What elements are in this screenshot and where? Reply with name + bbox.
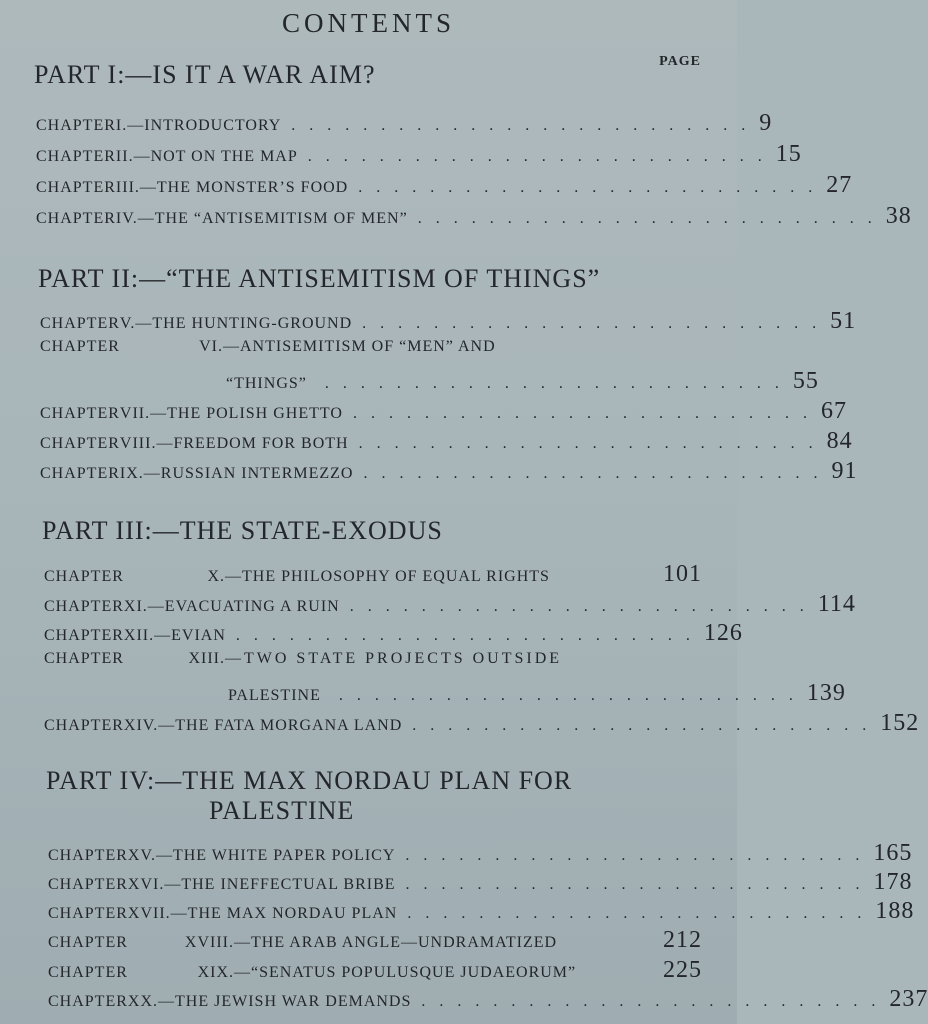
chapter-number: XVII. [127, 905, 171, 922]
chapter-title: —ANTISEMITISM OF “MEN” AND [223, 338, 496, 355]
toc-row[interactable] [44, 591, 856, 618]
leader-dots: .......................... [358, 435, 827, 452]
chapter-number: VII. [119, 405, 151, 422]
chapter-title-continuation: “THINGS” [226, 375, 307, 392]
chapter-number: V. [119, 315, 136, 332]
toc-row[interactable] [48, 986, 928, 1013]
toc-row[interactable] [48, 840, 913, 867]
chapter-title: —THE JEWISH WAR DEMANDS [158, 993, 412, 1010]
chapter-number: XI. [123, 598, 148, 615]
chapter-label: CHAPTER [48, 993, 128, 1010]
leader-dots: .......................... [407, 905, 876, 922]
page-number: 9 [759, 110, 773, 136]
page-number: 139 [806, 680, 846, 706]
chapter-label: CHAPTER [36, 210, 116, 227]
chapter-number: VI. [199, 338, 223, 355]
chapter-number: XX. [127, 993, 159, 1010]
chapter-number: VIII. [119, 435, 157, 452]
chapter-number: XV. [127, 847, 156, 864]
page-number: 27 [826, 172, 853, 198]
leader-dots: .......................... [412, 717, 881, 734]
page-number: 165 [873, 840, 913, 866]
page-number: 126 [703, 620, 743, 646]
chapter-title: —THE MONSTER’S FOOD [139, 179, 349, 196]
chapter-title: —THE INEFFECTUAL BRIBE [164, 876, 396, 893]
chapter-label: CHAPTER [48, 934, 128, 951]
chapter-title: —FREEDOM FOR BOTH [156, 435, 349, 452]
chapter-number: XIII. [188, 650, 225, 667]
toc-row[interactable] [36, 141, 802, 168]
toc-row[interactable] [48, 927, 702, 954]
chapter-title: —THE PHILOSOPHY OF EQUAL RIGHTS [225, 568, 550, 585]
page-number: 15 [775, 141, 802, 167]
leader-dots: .......................... [307, 148, 776, 165]
leader-dots: .......................... [417, 210, 886, 227]
chapter-title-continuation: PALESTINE [228, 687, 321, 704]
chapter-title: —NOT ON THE MAP [133, 148, 298, 165]
chapter-title: —THE FATA MORGANA LAND [158, 717, 403, 734]
page-number: 67 [820, 398, 847, 424]
toc-row[interactable] [44, 620, 743, 647]
page-number: 91 [831, 458, 858, 484]
leader-dots: .......................... [352, 405, 821, 422]
toc-row[interactable] [44, 710, 920, 737]
leader-dots: .......................... [405, 847, 874, 864]
page-number: 178 [873, 869, 913, 895]
chapter-title: —THE HUNTING-GROUND [135, 315, 353, 332]
page-number: 101 [663, 561, 702, 587]
leader-dots: .......................... [324, 375, 793, 392]
page-number: 237 [889, 986, 928, 1012]
toc-row[interactable] [48, 957, 702, 984]
toc-row-continuation[interactable] [228, 680, 846, 707]
leader-dots: .......................... [362, 315, 831, 332]
toc-row[interactable] [36, 110, 773, 137]
toc-row[interactable] [40, 308, 857, 335]
chapter-number: IV. [115, 210, 138, 227]
leader-dots: .......................... [291, 117, 760, 134]
part-heading-line: PART IV:—THE MAX NORDAU PLAN FOR [46, 766, 573, 795]
chapter-number: II. [115, 148, 134, 165]
toc-row[interactable] [40, 338, 702, 356]
page-number: 152 [880, 710, 920, 736]
chapter-number: XII. [123, 627, 155, 644]
page-number: 51 [830, 308, 857, 334]
chapter-label: CHAPTER [40, 465, 120, 482]
page-column-header: PAGE [659, 54, 701, 69]
chapter-label: CHAPTER [48, 847, 128, 864]
chapter-label: CHAPTER [48, 964, 128, 981]
chapter-label: CHAPTER [40, 338, 120, 355]
leader-dots: .......................... [235, 627, 704, 644]
chapter-title: —THE “ANTISEMITISM OF MEN” [137, 210, 408, 227]
chapter-number: XIV. [123, 717, 159, 734]
chapter-title: —THE WHITE PAPER POLICY [155, 847, 396, 864]
chapter-number: XIX. [197, 964, 234, 981]
chapter-number: X. [207, 568, 225, 585]
toc-row[interactable] [36, 172, 853, 199]
chapter-label: CHAPTER [48, 905, 128, 922]
page-number: 114 [817, 591, 856, 617]
page-number: 38 [885, 203, 912, 229]
chapter-label: CHAPTER [36, 148, 116, 165]
toc-row[interactable] [40, 398, 847, 425]
chapter-label: CHAPTER [36, 179, 116, 196]
toc-row-continuation[interactable] [226, 368, 819, 395]
part-heading-continuation: PALESTINE [209, 796, 355, 825]
toc-row[interactable] [48, 869, 913, 896]
page-number: 84 [826, 428, 853, 454]
leader-dots: .......................... [421, 993, 890, 1010]
page-number: 225 [663, 957, 702, 983]
chapter-label: CHAPTER [36, 117, 116, 134]
page-number: 188 [875, 898, 915, 924]
chapter-label: CHAPTER [40, 405, 120, 422]
leader-dots: .......................... [349, 598, 818, 615]
toc-row[interactable] [36, 203, 912, 230]
part-heading: PART I:—IS IT A WAR AIM? [34, 60, 376, 89]
chapter-label: CHAPTER [44, 598, 124, 615]
page-number: 212 [663, 927, 702, 953]
toc-row[interactable] [44, 650, 702, 668]
chapter-title: —“SENATUS POPULUSQUE JUDAEORUM” [234, 964, 577, 981]
chapter-title: —THE POLISH GHETTO [150, 405, 343, 422]
chapter-label: CHAPTER [40, 435, 120, 452]
chapter-number: XVIII. [184, 934, 234, 951]
chapter-label: CHAPTER [44, 717, 124, 734]
page-title: CONTENTS [282, 8, 455, 38]
chapter-number: IX. [119, 465, 144, 482]
chapter-label: CHAPTER [44, 568, 124, 585]
toc-row[interactable] [44, 561, 702, 588]
chapter-title: —THE ARAB ANGLE—UNDRAMATIZED [234, 934, 558, 951]
leader-dots: .......................... [363, 465, 832, 482]
chapter-title: —RUSSIAN INTERMEZZO [143, 465, 354, 482]
chapter-label: CHAPTER [44, 627, 124, 644]
leader-dots: .......................... [338, 687, 807, 704]
chapter-number: III. [115, 179, 140, 196]
leader-dots: .......................... [405, 876, 874, 893]
part-heading: PART II:—“THE ANTISEMITISM OF THINGS” [38, 264, 601, 293]
toc-row[interactable] [40, 428, 853, 455]
page-number: 55 [792, 368, 819, 394]
toc-row[interactable] [48, 898, 915, 925]
chapter-title: —EVIAN [154, 627, 226, 644]
leader-dots: .......................... [358, 179, 827, 196]
chapter-title: —THE MAX NORDAU PLAN [170, 905, 398, 922]
chapter-number: I. [115, 117, 128, 134]
chapter-title: —EVACUATING A RUIN [147, 598, 340, 615]
chapter-title: —INTRODUCTORY [127, 117, 282, 134]
toc-row[interactable] [40, 458, 858, 485]
chapter-title: —TWO STATE PROJECTS OUTSIDE [225, 650, 563, 667]
part-heading: PART III:—THE STATE-EXODUS [42, 516, 443, 545]
part-heading [46, 766, 572, 826]
chapter-number: XVI. [127, 876, 165, 893]
chapter-label: CHAPTER [44, 650, 124, 667]
chapter-label: CHAPTER [40, 315, 120, 332]
chapter-label: CHAPTER [48, 876, 128, 893]
